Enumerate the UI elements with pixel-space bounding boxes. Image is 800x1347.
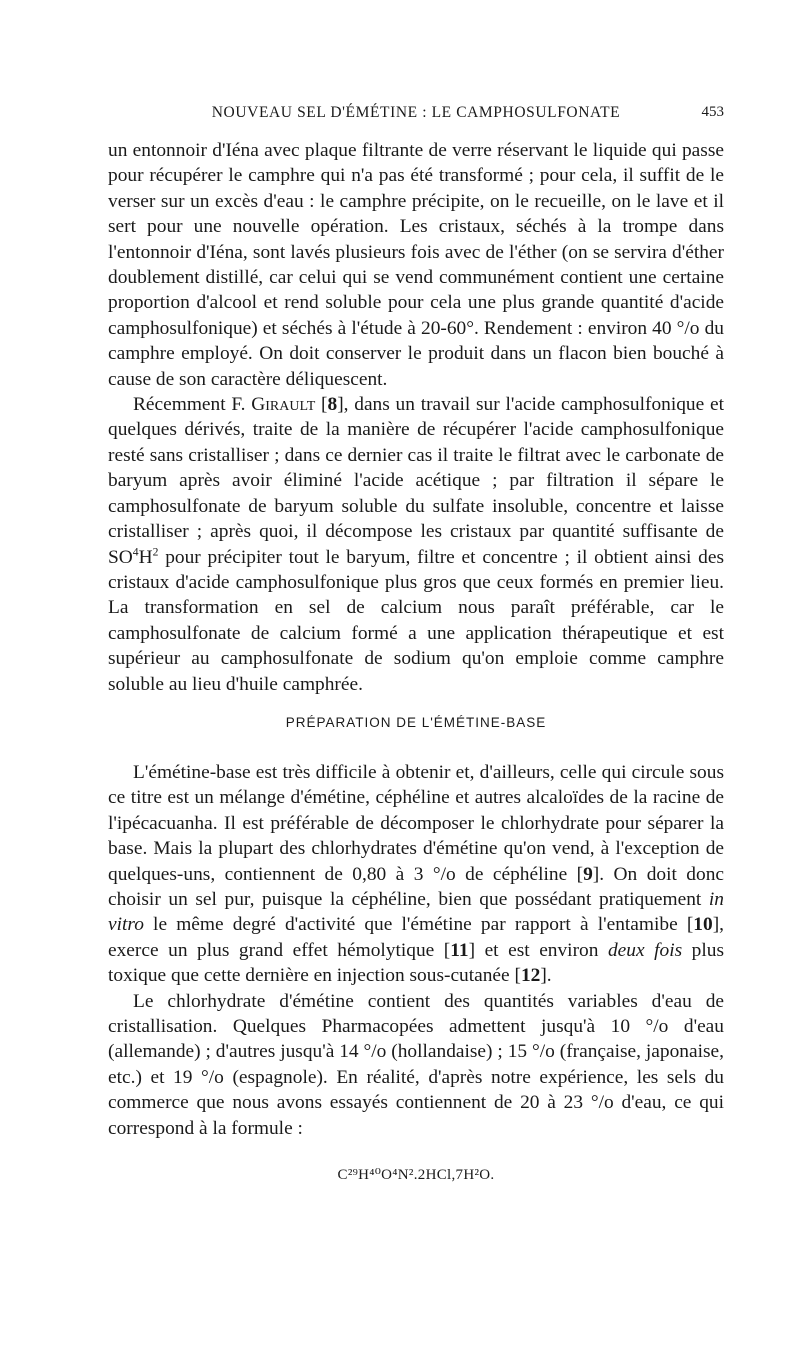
- author-name: Girault: [251, 394, 316, 416]
- paragraph-4: Le chlorhydrate d'émétine contient des quantités variables d'eau de cristallisation. Quelques Pharmacopées admettent jusqu'à 10 °/o d'eau (allemande) ; d'autres jusqu'à 14 °/o (hollandaise) ; 15 °/o (française, japonaise, etc.) et 19 °/o (espagnole). En réalité, d'après notre expérience, les sels du commerce que nous avons essayés contiennent de 20 à 23 °/o d'eau, ce qui correspond à la formule :: [108, 990, 724, 1139]
- text-run: H: [138, 546, 153, 568]
- paragraph-2: [108, 392, 724, 697]
- page-number: 453: [701, 104, 724, 120]
- italic-text: deux fois: [607, 939, 683, 961]
- article-body: [108, 138, 724, 1184]
- reference-link: 11: [450, 939, 469, 961]
- text-run: ] et est environ: [468, 939, 608, 961]
- text-run: ], exerce un plus grand effet hémolytique [: [108, 914, 724, 961]
- text-run: plus toxique que cette dernière en injection sous-cutanée [: [108, 939, 725, 987]
- text-run: le même degré d'activité que l'émétine par rapport à l'entamibe [: [143, 914, 694, 936]
- superscript: 2: [152, 545, 159, 559]
- reference-link: 12: [520, 965, 541, 987]
- italic-text: in vitro: [108, 888, 724, 936]
- text-run: pour précipiter tout le baryum, filtre et concentre ; il obtient ainsi des cristaux d'acide camphosulfonique plus gros que ceux formés en premier lieu. La transformation en sel de calcium nous paraît préférable, car le camphosulfonate de calcium formé a une application thérapeutique et est supérieur au camphosulfonate de sodium qu'on emploie comme camphre soluble au lieu d'huile camphrée.: [108, 546, 724, 695]
- running-title: NOUVEAU SEL D'ÉMÉTINE : LE CAMPHOSULFONATE: [211, 104, 621, 121]
- text-run: ].: [540, 965, 552, 987]
- text-run: [: [315, 394, 328, 416]
- reference-link: 8: [327, 394, 338, 416]
- paragraph-3: [108, 760, 724, 989]
- page-header: [108, 104, 724, 126]
- reference-link: 9: [583, 863, 593, 885]
- text-run: L'émétine-base est très difficile à obtenir et, d'ailleurs, celle qui circule sous ce titre est un mélange d'émétine, céphéline et autres alcaloïdes de la racine de l'ipécacuanha. Il est préférable de décomposer le chlorhydrate pour séparer la base. Mais la plupart des chlorhydrates d'émétine qu'on vend, à l'exception de quelques-uns, contiennent de 0,80 à 3 °/o de céphéline [: [108, 761, 724, 885]
- paragraph-1: un entonnoir d'Iéna avec plaque filtrante de verre réservant le liquide qui passe pour récupérer le camphre qui n'a pas été transformé ; pour cela, il suffit de le verser sur un excès d'eau : le camphre précipite, on le recueille, on le lave et il sert pour une nouvelle opération. Les cristaux, séchés à la trompe dans l'entonnoir d'Iéna, sont lavés plusieurs fois avec de l'éther (on se servira d'éther doublement distillé, car celui qui se vend communément contient une certaine proportion d'alcool et rend soluble pour cela une plus grande quantité d'acide camphosulfonique) et séchés à l'étude à 20-60°. Rendement : environ 40 °/o du camphre employé. On doit conserver le produit dans un flacon bien bouché à cause de son caractère déliquescent.: [108, 140, 724, 390]
- section-title: PRÉPARATION DE L'ÉMÉTINE-BASE: [285, 714, 547, 730]
- text-run: Récemment F.: [133, 394, 252, 416]
- superscript: 4: [132, 545, 139, 559]
- chemical-formula: C²⁹H⁴⁰O⁴N².2HCl,7H²O.: [337, 1167, 495, 1184]
- reference-link: 10: [693, 914, 713, 936]
- text-run: ], dans un travail sur l'acide camphosulfonique et quelques dérivés, traite de la manière de récupérer l'acide camphosulfonique resté sans cristalliser ; dans ce dernier cas il traite le filtrat avec le carbonate de baryum après avoir éliminé l'acide acétique ; par filtration il sépare le camphosulfonate de baryum soluble du sulfate insoluble, concentre et laisse cristalliser ; après quoi, il décompose les cristaux par quantité suffisante de SO: [108, 394, 724, 568]
- text-run: ]. On doit donc choisir un sel pur, puisque la céphéline, bien que possédant pratiquement: [108, 863, 725, 910]
